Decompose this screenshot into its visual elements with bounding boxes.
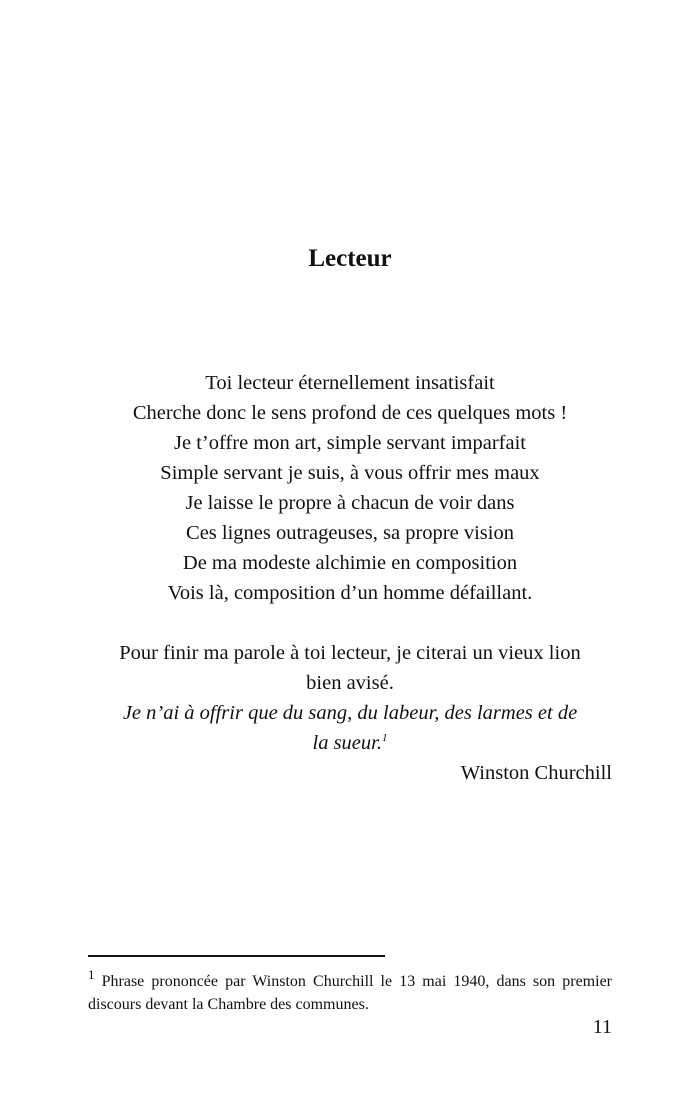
- page-title: Lecteur: [308, 245, 392, 272]
- quote-line: Je n’ai à offrir que du sang, du labeur, des larmes et de: [122, 702, 578, 724]
- footnote-separator: [88, 955, 385, 957]
- poem-line: Je laisse le propre à chacun de voir dans: [185, 492, 515, 514]
- page-number: 11: [592, 1016, 612, 1038]
- poem-line: Ces lignes outrageuses, sa propre vision: [186, 522, 514, 544]
- footnote-ref[interactable]: 1: [381, 732, 388, 744]
- footnote-number: 1: [88, 967, 95, 982]
- quote-text: la sueur.: [312, 732, 382, 754]
- closing-line: Pour finir ma parole à toi lecteur, je citerai un vieux lion: [119, 642, 581, 664]
- quote-line: [88, 728, 612, 758]
- poem: [88, 368, 612, 608]
- closing-paragraph: [88, 638, 612, 788]
- poem-line: Cherche donc le sens profond de ces quelques mots !: [132, 402, 568, 424]
- quote-author: Winston Churchill: [460, 762, 612, 784]
- poem-line: De ma modeste alchimie en composition: [182, 552, 518, 574]
- poem-line: Simple servant je suis, à vous offrir mes maux: [160, 462, 540, 484]
- poem-line: Vois là, composition d’un homme défaillant.: [167, 582, 533, 604]
- footnote: [88, 967, 613, 1016]
- closing-line: bien avisé.: [306, 672, 394, 694]
- poem-line: Toi lecteur éternellement insatisfait: [205, 372, 495, 394]
- poem-line: Je t’offre mon art, simple servant imparfait: [174, 432, 526, 454]
- footnote-text: Phrase prononcée par Winston Churchill le 13 mai 1940, dans son premier discours devant la Chambre des communes.: [88, 973, 613, 1013]
